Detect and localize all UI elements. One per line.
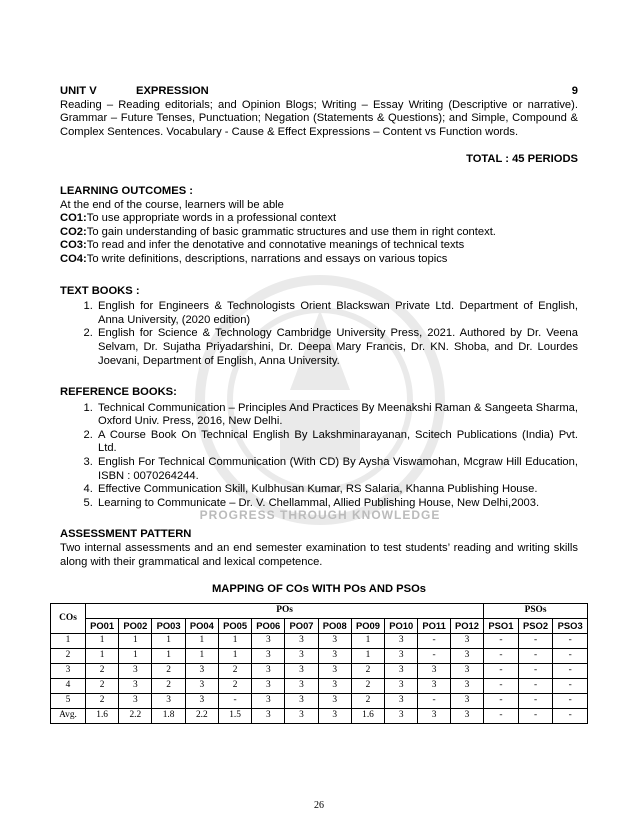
table-row (51, 648, 588, 663)
table-cell: 2 (51, 648, 86, 663)
table-cell: 2.2 (185, 708, 218, 723)
table-cell: - (553, 678, 588, 693)
outcome-text: To use appropriate words in a professional context (86, 212, 337, 225)
reference-item: 5. Learning to Communicate – Dr. V. Chellammal, Allied Publishing House, New Delhi,2003. (96, 497, 578, 511)
outcome-item (60, 239, 578, 253)
table-cell: - (418, 648, 451, 663)
table-cell: 1 (185, 633, 218, 648)
outcomes-title: LEARNING OUTCOMES : (60, 184, 194, 197)
table-cell: - (553, 663, 588, 678)
table-cell: 3 (450, 663, 483, 678)
outcome-code: CO3: (60, 239, 87, 252)
column-header: PSO1 (484, 618, 519, 633)
unit-title: EXPRESSION (136, 85, 209, 97)
reference-item: 1. Technical Communication – Principles And Practices By Meenakshi Raman & Sangeeta Sharma, Oxford Univ. Press, 2016, New Delhi. (96, 402, 578, 429)
table-cell: 3 (252, 708, 285, 723)
table-cell: 3 (450, 693, 483, 708)
table-cell: 3 (318, 678, 351, 693)
table-cell: 1 (351, 648, 384, 663)
table-cell: 3 (51, 663, 86, 678)
unit-hours: 9 (571, 85, 578, 97)
table-cell: - (484, 678, 519, 693)
table-cell: 2 (351, 693, 384, 708)
co-po-mapping-table (50, 603, 588, 724)
assessment-title: ASSESSMENT PATTERN (60, 528, 192, 541)
table-cell: 4 (51, 678, 86, 693)
outcome-code: CO2: (60, 225, 87, 238)
column-header-row (51, 618, 588, 633)
references-list (60, 402, 578, 511)
outcome-code: CO4: (60, 252, 87, 265)
cos-header: COs (51, 603, 86, 633)
table-cell: 3 (385, 693, 418, 708)
table-cell: Avg. (51, 708, 86, 723)
column-header: PO11 (418, 618, 451, 633)
table-row (51, 633, 588, 648)
table-cell: 3 (185, 693, 218, 708)
table-cell: - (484, 693, 519, 708)
table-cell: 2 (351, 678, 384, 693)
table-cell: 1 (218, 633, 251, 648)
table-row (51, 663, 588, 678)
column-header: PO03 (152, 618, 185, 633)
table-cell: 3 (318, 648, 351, 663)
column-header: PO02 (119, 618, 152, 633)
table-cell: 3 (185, 678, 218, 693)
table-cell: 5 (51, 693, 86, 708)
table-cell: 3 (385, 633, 418, 648)
table-cell: 3 (252, 633, 285, 648)
column-header: PO01 (86, 618, 119, 633)
table-cell: - (518, 633, 553, 648)
outcome-item (60, 226, 578, 240)
column-header: PO06 (252, 618, 285, 633)
table-row (51, 678, 588, 693)
table-cell: 3 (385, 648, 418, 663)
table-cell: 3 (450, 648, 483, 663)
table-cell: 3 (450, 678, 483, 693)
textbook-item: 1. English for Engineers & Technologists Orient Blackswan Private Ltd. Department of English, Anna University, (2020 edition) (96, 300, 578, 327)
table-cell: - (553, 633, 588, 648)
mapping-title: MAPPING OF COs WITH POs AND PSOs (211, 583, 427, 596)
table-cell: 3 (385, 663, 418, 678)
table-cell: 3 (450, 708, 483, 723)
table-cell: 2 (218, 678, 251, 693)
table-cell: 3 (318, 633, 351, 648)
table-cell: - (484, 648, 519, 663)
table-cell: - (518, 678, 553, 693)
unit-heading (60, 85, 578, 99)
reference-item: 3. English For Technical Communication (With CD) By Aysha Viswamohan, Mcgraw Hill Education, ISBN : 0070264244. (96, 456, 578, 483)
column-header: PSO3 (553, 618, 588, 633)
table-cell: 3 (418, 678, 451, 693)
column-header: PO05 (218, 618, 251, 633)
table-cell: 1.6 (351, 708, 384, 723)
table-cell: - (553, 648, 588, 663)
table-cell: 1 (152, 633, 185, 648)
outcome-item (60, 212, 578, 226)
column-header: PSO2 (518, 618, 553, 633)
table-cell: 3 (318, 663, 351, 678)
column-header: PO07 (285, 618, 318, 633)
table-cell: 1 (86, 648, 119, 663)
table-cell: 3 (418, 663, 451, 678)
table-cell: - (518, 663, 553, 678)
table-cell: 2 (86, 678, 119, 693)
table-cell: 3 (119, 678, 152, 693)
table-cell: - (518, 693, 553, 708)
table-cell: - (518, 648, 553, 663)
table-cell: 2 (86, 663, 119, 678)
table-cell: 3 (252, 678, 285, 693)
table-cell: 3 (119, 693, 152, 708)
table-cell: 3 (285, 663, 318, 678)
table-cell: 3 (318, 708, 351, 723)
table-cell: 1 (86, 633, 119, 648)
column-header: PO08 (318, 618, 351, 633)
table-cell: 3 (318, 693, 351, 708)
table-cell: 3 (252, 648, 285, 663)
table-cell: 3 (450, 633, 483, 648)
table-cell: 3 (285, 678, 318, 693)
textbook-item: 2. English for Science & Technology Cambridge University Press, 2021. Authored by Dr. Veena Selvam, Dr. Sujatha Priyadarshini, Dr. Deepa Mary Francis, Dr. KN. Shoba, and Dr. Lourdes Joevani, Department of English, Anna University. (96, 327, 578, 368)
unit-body: Reading – Reading editorials; and Opinion Blogs; Writing – Essay Writing (Descriptive or narrative). Grammar – Future Tenses, Punctuation; Negation (Statements & Questions); and Simple, Compound & Complex Sentences. Vocabulary - Cause & Effect Expressions – Content vs Function words. (60, 98, 578, 138)
table-row (51, 693, 588, 708)
table-cell: - (518, 708, 553, 723)
table-cell: 3 (152, 693, 185, 708)
table-cell: 2 (218, 663, 251, 678)
column-header: PO12 (450, 618, 483, 633)
table-row (51, 708, 588, 723)
reference-item: 2. A Course Book On Technical English By Lakshminarayanan, Scitech Publications (India) Pvt. Ltd. (96, 429, 578, 456)
table-cell: - (418, 693, 451, 708)
outcome-text: To write definitions, descriptions, narrations and essays on various topics (86, 252, 448, 265)
table-cell: 1 (185, 648, 218, 663)
outcome-code: CO1: (60, 212, 87, 225)
reference-item: 4. Effective Communication Skill, Kulbhusan Kumar, RS Salaria, Khanna Publishing House. (96, 483, 578, 497)
psos-header: PSOs (484, 603, 588, 618)
column-header: PO04 (185, 618, 218, 633)
outcome-text: To gain understanding of basic grammatic structures and use them in right context. (86, 225, 496, 238)
outcome-text: To read and infer the denotative and connotative meanings of technical texts (86, 239, 465, 252)
table-cell: 3 (185, 663, 218, 678)
table-cell: - (418, 633, 451, 648)
table-cell: - (484, 663, 519, 678)
textbooks-title: TEXT BOOKS : (60, 284, 140, 297)
table-cell: - (553, 693, 588, 708)
table-cell: 1 (119, 633, 152, 648)
table-cell: 3 (385, 678, 418, 693)
table-cell: 2 (152, 663, 185, 678)
table-cell: 1 (119, 648, 152, 663)
document-page (59, 85, 583, 724)
page-number: 26 (314, 800, 324, 811)
assessment-text: Two internal assessments and an end semester examination to test students’ reading and writing skills along with their grammatical and lexical competence. (60, 542, 578, 568)
outcome-item (60, 253, 578, 267)
table-cell: 1.6 (86, 708, 119, 723)
table-cell: 3 (285, 633, 318, 648)
pos-header: POs (86, 603, 484, 618)
table-cell: 3 (252, 693, 285, 708)
table-cell: 3 (285, 693, 318, 708)
table-cell: 1.8 (152, 708, 185, 723)
table-cell: 1 (218, 648, 251, 663)
column-header: PO10 (385, 618, 418, 633)
table-cell: 3 (285, 708, 318, 723)
table-cell: 3 (285, 648, 318, 663)
table-cell: 2.2 (119, 708, 152, 723)
total-periods: TOTAL : 45 PERIODS (466, 153, 578, 166)
table-cell: 1 (152, 648, 185, 663)
references-title: REFERENCE BOOKS: (60, 386, 177, 399)
table-cell: 3 (418, 708, 451, 723)
unit-number: UNIT V (60, 85, 97, 97)
textbooks-list (60, 300, 578, 368)
table-cell: 2 (152, 678, 185, 693)
table-cell: - (484, 708, 519, 723)
watermark-motto: PROGRESS THROUGH KNOWLEDGE (199, 508, 441, 522)
table-cell: 1 (351, 633, 384, 648)
table-cell: - (484, 633, 519, 648)
outcomes-intro: At the end of the course, learners will be able (60, 198, 284, 211)
table-cell: 3 (252, 663, 285, 678)
mapping-table-body (51, 633, 588, 723)
table-cell: 3 (385, 708, 418, 723)
table-cell: - (218, 693, 251, 708)
table-cell: 2 (351, 663, 384, 678)
table-cell: 3 (119, 663, 152, 678)
table-cell: 2 (86, 693, 119, 708)
column-header: PO09 (351, 618, 384, 633)
table-cell: 1 (51, 633, 86, 648)
table-cell: 1.5 (218, 708, 251, 723)
table-cell: - (553, 708, 588, 723)
